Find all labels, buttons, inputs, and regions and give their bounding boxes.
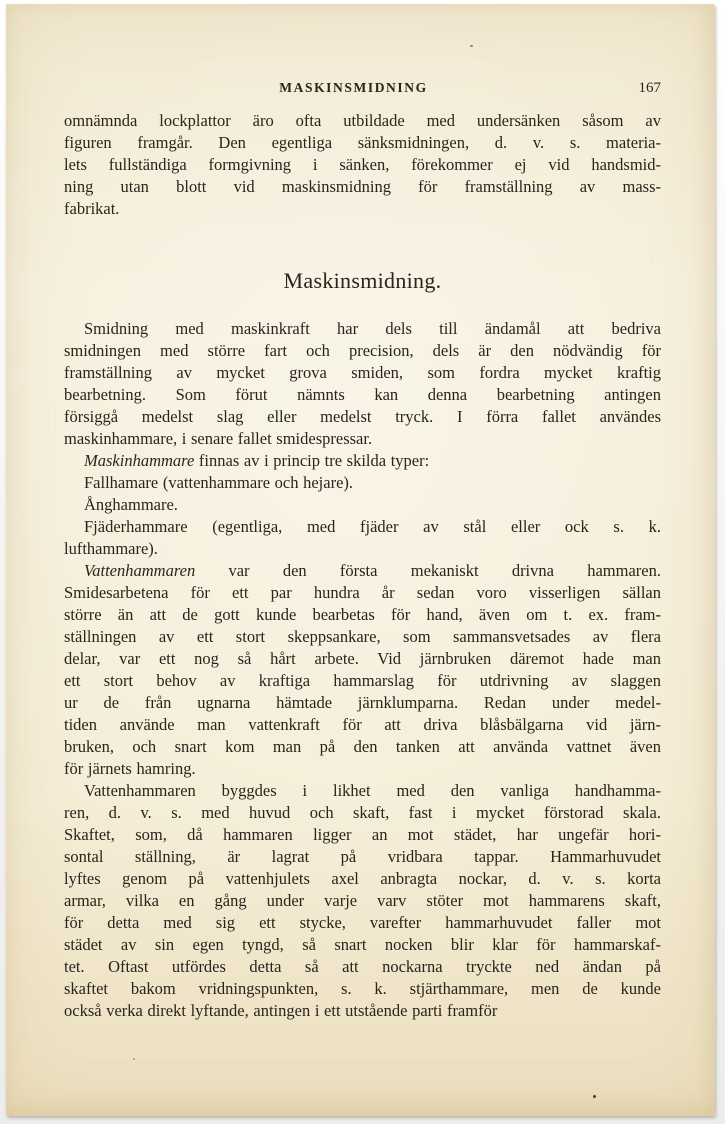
running-head-title: MASKINSMIDNING [279, 80, 428, 95]
paper-speck [133, 1058, 135, 1060]
text-line: skaftet bakom vridningspunkten, s. k. stjärthammare, men de kunde [64, 979, 661, 998]
text-line: smidningen med större fart och precision, dels är den nödvändig för [64, 341, 661, 360]
text-line: för detta med sig ett stycke, varefter hammarhuvudet faller mot [64, 913, 661, 932]
paragraph [64, 560, 661, 780]
text-line: delar, var ett nog så hårt arbete. Vid järnbruken däremot hade man [64, 649, 661, 668]
text-line: sontal ställning, är lagrat på vridbara tappar. Hammarhuvudet [64, 847, 661, 866]
paragraph [64, 494, 661, 516]
running-head [64, 78, 661, 98]
paragraph [64, 318, 661, 450]
text-line: Fjäderhammare (egentliga, med fjäder av stål eller ock s. k. [84, 517, 661, 536]
text-line: fabrikat. [64, 199, 120, 218]
text-line: omnämnda lockplattor äro ofta utbildade med undersänken såsom av [64, 111, 661, 130]
text-line: för järnets hamring. [64, 759, 196, 778]
body-paragraphs [64, 318, 661, 1022]
text-block [64, 110, 661, 1022]
text-line: lets fullständiga formgivning i sänken, förekommer ej vid handsmid- [64, 155, 661, 174]
text-line: ren, d. v. s. med huvud och skaft, fast i mycket förstorad skala. [64, 803, 661, 822]
intro-paragraphs [64, 110, 661, 220]
paragraph [64, 780, 661, 1022]
text-line: större än att de gott kunde bearbetas för hand, även om t. ex. fram- [64, 605, 661, 624]
paragraph [64, 516, 661, 560]
text-line: framställning av mycket grova smiden, som fordra mycket kraftig [64, 363, 661, 382]
text-line: Vattenhammaren var den första mekaniskt drivna hammaren. [84, 561, 661, 580]
text-line: maskinhammare, i senare fallet smidespressar. [64, 429, 373, 448]
page-number: 167 [638, 80, 661, 96]
text-line: tet. Oftast utfördes detta så att nockarna tryckte ned ändan på [64, 957, 661, 976]
text-line: bearbetning. Som förut nämnts kan denna bearbetning antingen [64, 385, 661, 404]
text-line: ur de från ugnarna hämtade järnklumparna. Redan under medel- [64, 693, 661, 712]
text-line: Maskinhammare finnas av i princip tre skilda typer: [84, 451, 430, 470]
text-line: Fallhamare (vattenhammare och hejare). [84, 473, 354, 492]
text-line: bruken, och snart kom man på den tanken att använda vattnet även [64, 737, 661, 756]
book-page [6, 4, 715, 1116]
text-line: Smidning med maskinkraft har dels till ändamål att bedriva [84, 319, 661, 338]
text-line: lyftes genom på vattenhjulets axel anbragta nockar, d. v. s. korta [64, 869, 661, 888]
paragraph [64, 472, 661, 494]
paragraph [64, 450, 661, 472]
text-line: armar, vilka en gång under varje varv stöter mot hammarens skaft, [64, 891, 661, 910]
text-line: försiggå medelst slag eller medelst tryck. I förra fallet användes [64, 407, 661, 426]
section-heading: Maskinsmidning. [283, 268, 442, 293]
text-line: tiden använde man vattenkraft för att driva blåsbälgarna vid järn- [64, 715, 661, 734]
paragraph [64, 110, 661, 220]
paper-speck [593, 1095, 596, 1098]
text-line: Ånghammare. [84, 495, 178, 514]
text-line: Vattenhammaren byggdes i likhet med den vanliga handhamma- [84, 781, 661, 800]
text-line: figuren framgår. Den egentliga sänksmidningen, d. v. s. materia- [64, 133, 661, 152]
text-line: Skaftet, som, då hammaren ligger an mot städet, har ungefär hori- [64, 825, 661, 844]
text-line: ställningen av ett stort skeppsankare, som sammansvetsades av flera [64, 627, 661, 646]
text-line: ning utan blott vid maskinsmidning för framställning av mass- [64, 177, 661, 196]
text-line: Smidesarbetena för ett par hundra år sedan voro visserligen sällan [64, 583, 661, 602]
text-line: ett stort behov av kraftiga hammarslag för utdrivning av slaggen [64, 671, 661, 690]
text-line: lufthammare). [64, 539, 158, 558]
paper-speck [470, 45, 473, 47]
text-line: städet av sin egen tyngd, så snart nocken blir klar för hammarskaf- [64, 935, 661, 954]
text-line: också verka direkt lyftande, antingen i ett utstående parti framför [64, 1001, 498, 1020]
